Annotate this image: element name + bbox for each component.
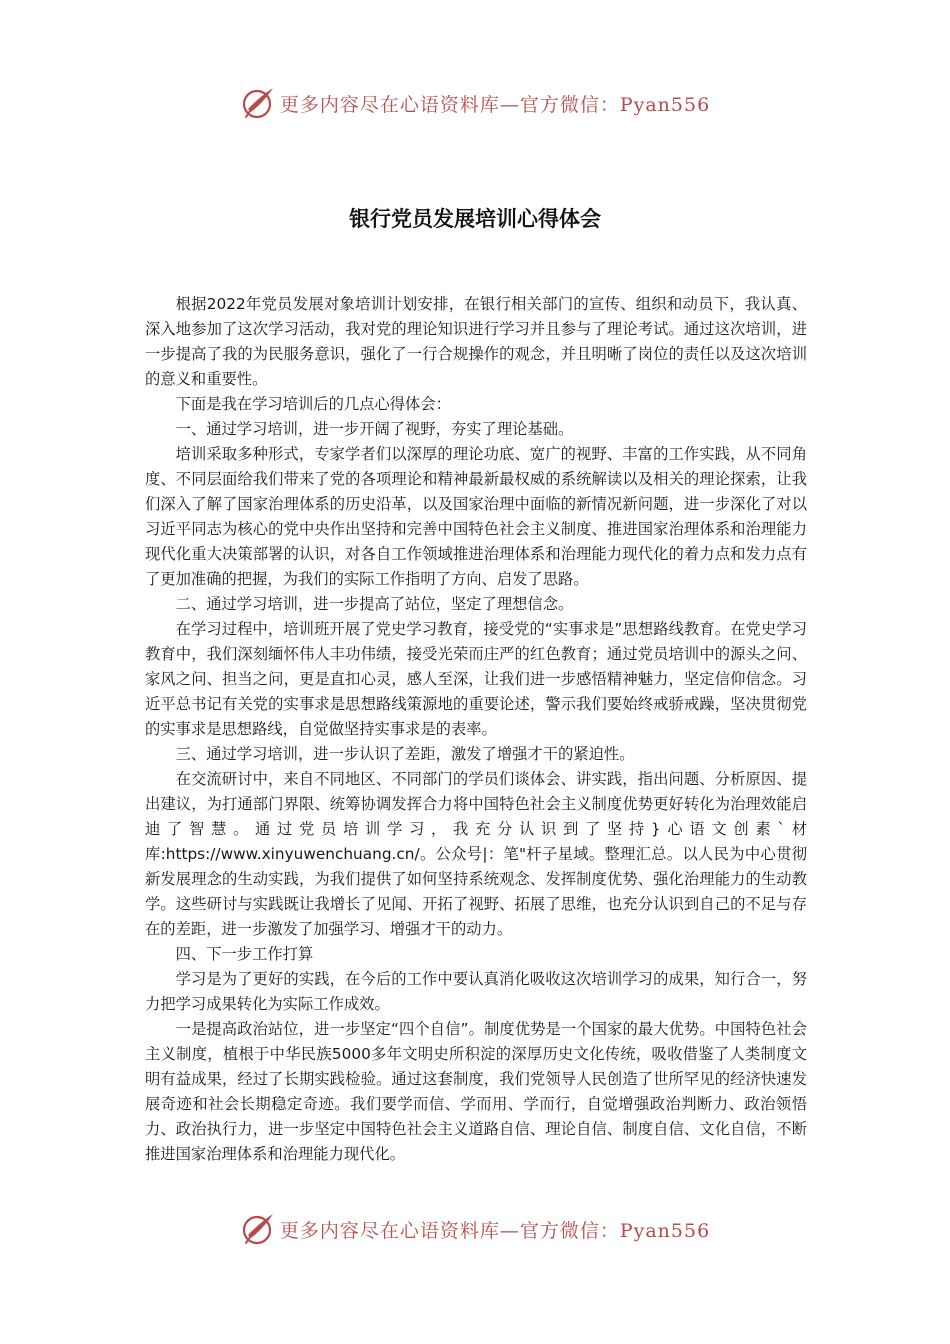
section-heading: 三、通过学习培训，进一步认识了差距，激发了增强才干的紧迫性。 (175, 745, 635, 763)
paragraph: 在学习过程中，培训班开展了党史学习教育，接受党的“实事求是”思想路线教育。在党史学习教育中，我们深刻缅怀伟人丰功伟绩，接受光荣而庄严的红色教育；通过党员培训中的源头之问、家风之问、担当之问，更是直扣心灵，感人至深，让我们进一步感悟精神魅力，坚定信仰信念。习近平总书记有关党的实事求是思想路线策源地的重要论述，警示我们要始终戒骄戒躁，坚决贯彻党的实事求是思想路线，自觉做坚持实事求是的表率。 (145, 620, 807, 738)
quill-pen-logo-icon (240, 1211, 276, 1247)
document-body (145, 292, 807, 1167)
banner-text: 更多内容尽在心语资料库—官方微信：Pyan556 (279, 1219, 711, 1242)
header-banner (0, 83, 950, 123)
section-heading: 一、通过学习培训，进一步开阔了视野，夯实了理论基础。 (175, 420, 574, 438)
quill-pen-logo-icon (240, 85, 276, 121)
page-title: 银行党员发展培训心得体会 (349, 207, 601, 231)
banner-text: 更多内容尽在心语资料库—官方微信：Pyan556 (279, 93, 711, 116)
paragraph: 在交流研讨中，来自不同地区、不同部门的学员们谈体会、讲实践，指出问题、分析原因、提出建议，为打通部门界限、统筹协调发挥合力将中国特色社会主义制度优势更好转化为治理效能启迪了智慧。通过党员培训学习，我充分认识到了坚持}心语文创素`材库:https://www.xinyuwenchuang.cn/。公众号|：笔"杆子星域。整理汇总。以人民为中心贯彻新发展理念的生动实践，为我们提供了如何坚持系统观念、发挥制度优势、强化治理能力的生动教学。这些研讨与实践既让我增长了见闻、开拓了视野、拓展了思维，也充分认识到自己的不足与存在的差距，进一步激发了加强学习、增强才干的动力。 (145, 770, 807, 938)
section-heading: 二、通过学习培训，进一步提高了站位，坚定了理想信念。 (175, 595, 574, 613)
footer-banner (0, 1209, 950, 1249)
section-heading: 四、下一步工作打算 (175, 945, 314, 963)
paragraph: 培训采取多种形式，专家学者们以深厚的理论功底、宽广的视野、丰富的工作实践，从不同角度、不同层面给我们带来了党的各项理论和精神最新最权威的系统解读以及相关的理论探索，让我们深入了解了国家治理体系的历史沿革，以及国家治理中面临的新情况新问题，进一步深化了对以习近平同志为核心的党中央作出坚持和完善中国特色社会主义制度、推进国家治理体系和治理能力现代化重大决策部署的认识，对各自工作领域推进治理体系和治理能力现代化的着力点和发力点有了更加准确的把握，为我们的实际工作指明了方向、启发了思路。 (145, 445, 807, 588)
paragraph: 根据2022年党员发展对象培训计划安排，在银行相关部门的宣传、组织和动员下，我认真、深入地参加了这次学习活动，我对党的理论知识进行学习并且参与了理论考试。通过这次培训，进一步提高了我的为民服务意识，强化了一行合规操作的观念，并且明晰了岗位的责任以及这次培训的意义和重要性。 (145, 295, 807, 388)
paragraph: 一是提高政治站位，进一步坚定“四个自信”。制度优势是一个国家的最大优势。中国特色社会主义制度，植根于中华民族5000多年文明史所积淀的深厚历史文化传统，吸收借鉴了人类制度文明有益成果，经过了长期实践检验。通过这套制度，我们党领导人民创造了世所罕见的经济快速发展奇迹和社会长期稳定奇迹。我们要学而信、学而用、学而行，自觉增强政治判断力、政治领悟力、政治执行力，进一步坚定中国特色社会主义道路自信、理论自信、制度自信、文化自信，不断推进国家治理体系和治理能力现代化。 (145, 1020, 807, 1163)
paragraph: 学习是为了更好的实践，在今后的工作中要认真消化吸收这次培训学习的成果，知行合一，努力把学习成果转化为实际工作成效。 (145, 970, 807, 1013)
paragraph: 下面是我在学习培训后的几点心得体会： (175, 395, 451, 413)
